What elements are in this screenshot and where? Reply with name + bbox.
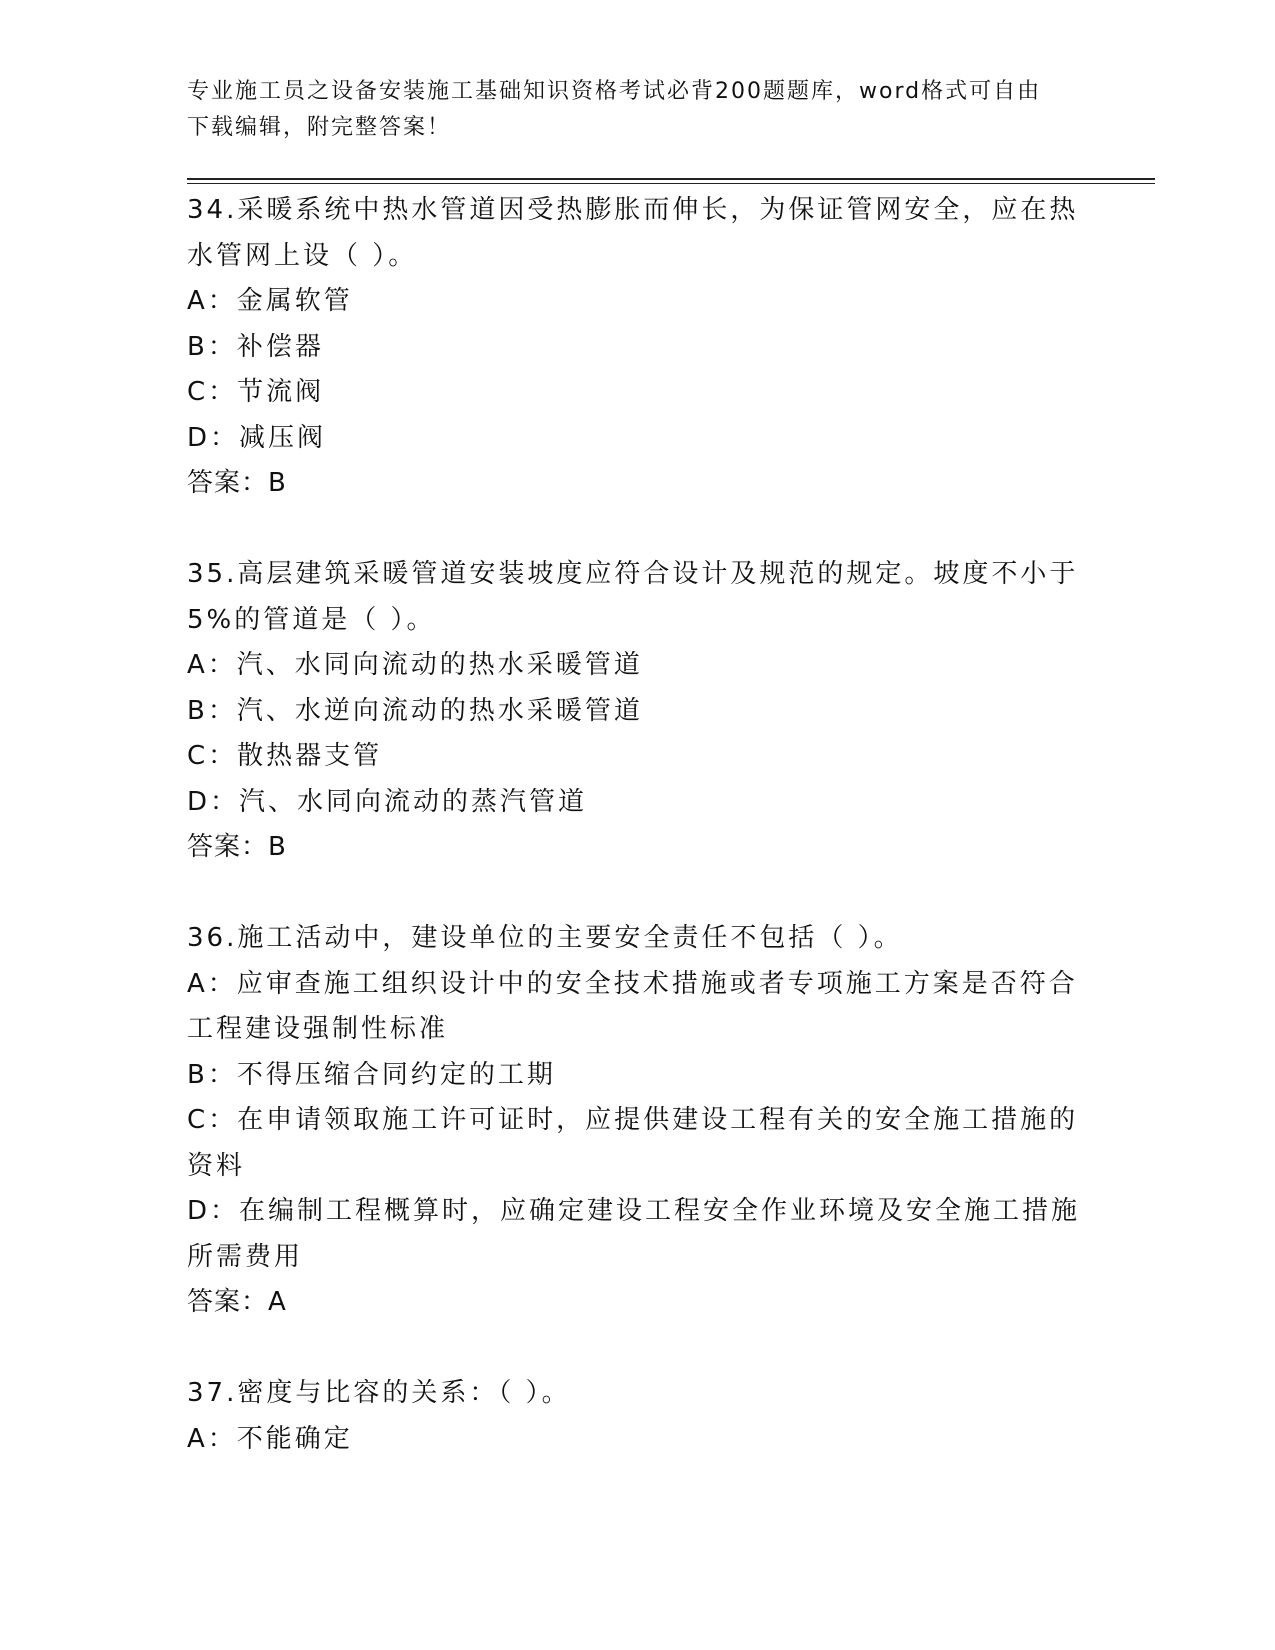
question-stem-line: 5%的管道是（ ）。: [187, 604, 436, 635]
option-line: A：汽、水同向流动的热水采暖管道: [187, 650, 643, 680]
question-block: [187, 552, 1087, 871]
question-stem-line: 34.采暖系统中热水管道因受热膨胀而伸长，为保证管网安全，应在热: [187, 195, 1079, 225]
question-block: [187, 1371, 1087, 1462]
option-line: 资料: [187, 1150, 246, 1181]
document-header: [187, 74, 1067, 146]
question-list: [187, 188, 1087, 1462]
option-line: D：减压阀: [187, 422, 327, 453]
answer-line: 答案：B: [187, 832, 287, 862]
option-line: 所需费用: [187, 1241, 304, 1272]
option-line: D：汽、水同向流动的蒸汽管道: [187, 786, 588, 817]
option-line: C：在申请领取施工许可证时，应提供建设工程有关的安全施工措施的: [187, 1105, 1079, 1135]
option-line: 工程建设强制性标准: [187, 1014, 449, 1044]
question-stem-line: 37.密度与比容的关系：（ ）。: [187, 1378, 571, 1408]
option-line: B：补偿器: [187, 331, 324, 362]
question-stem-line: 35.高层建筑采暖管道安装坡度应符合设计及规范的规定。坡度不小于: [187, 559, 1079, 589]
option-line: A：金属软管: [187, 286, 353, 316]
question-block: [187, 188, 1087, 507]
header-line-2: 下载编辑，附完整答案！: [187, 115, 452, 140]
option-line: A：应审查施工组织设计中的安全技术措施或者专项施工方案是否符合: [187, 968, 1078, 999]
question-stem-line: 水管网上设（ ）。: [187, 240, 418, 271]
option-line: C：散热器支管: [187, 741, 383, 771]
option-line: D：在编制工程概算时，应确定建设工程安全作业环境及安全施工措施: [187, 1196, 1081, 1226]
header-divider-top: [187, 178, 1155, 180]
header-divider-bottom: [187, 183, 1155, 184]
option-line: B：汽、水逆向流动的热水采暖管道: [187, 695, 643, 726]
option-line: A：不能确定: [187, 1423, 353, 1454]
option-line: B：不得压缩合同约定的工期: [187, 1059, 556, 1090]
question-block: [187, 916, 1087, 1326]
header-line-1: 专业施工员之设备安装施工基础知识资格考试必背200题题库，word格式可自由: [187, 79, 1042, 104]
answer-line: 答案：A: [187, 1287, 287, 1317]
question-stem-line: 36.施工活动中，建设单位的主要安全责任不包括（ ）。: [187, 923, 903, 953]
option-line: C：节流阀: [187, 377, 325, 407]
answer-line: 答案：B: [187, 468, 287, 498]
